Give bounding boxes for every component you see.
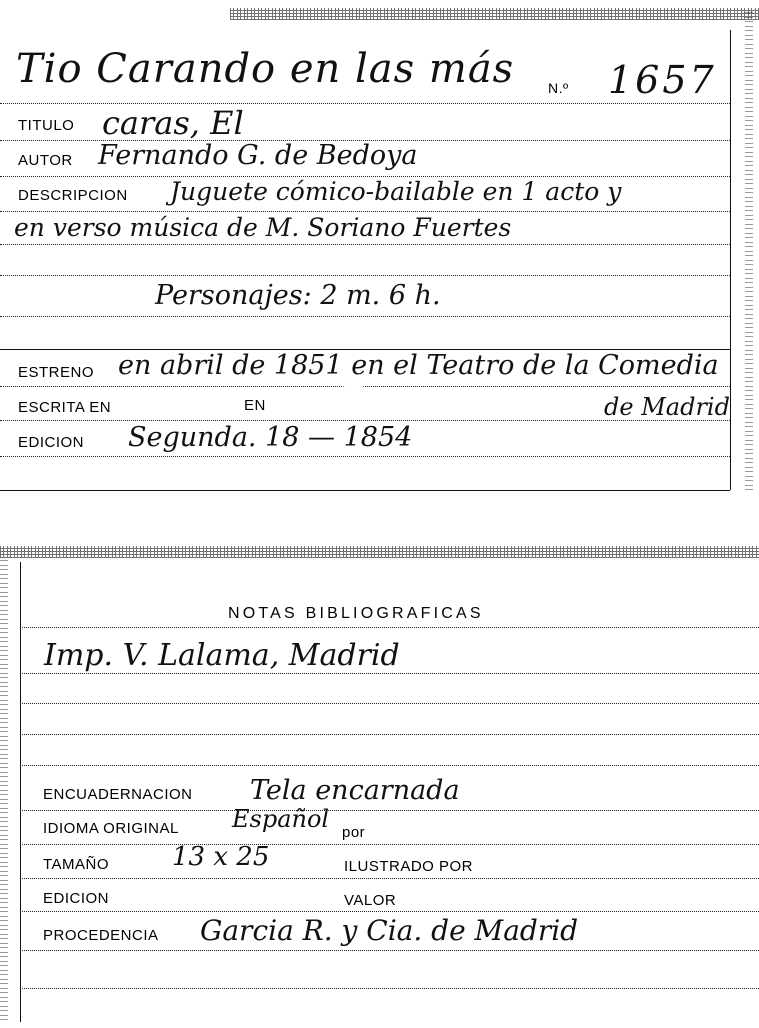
notas-value: Imp. V. Lalama, Madrid [44,638,400,673]
notas-heading: NOTAS BIBLIOGRAFICAS [228,605,484,622]
rule-personajes [0,316,730,317]
ilustrado-label: ILUSTRADO POR [344,858,474,875]
descripcion-line2: en verso música de M. Soriano Fuertes [14,213,512,242]
por-label: por [342,824,366,841]
tamano-value: 13 x 25 [172,842,270,872]
estreno-value-2: de Madrid [604,393,730,421]
encuadernacion-label: ENCUADERNACION [43,786,193,803]
encuadernacion-value: Tela encarnada [250,775,460,806]
rule-procedencia [20,950,759,951]
procedencia-value: Garcia R. y Cia. de Madrid [200,914,579,947]
rule-notas-4 [20,765,759,766]
rule-notas-1 [20,673,759,674]
escrita-label: ESCRITA EN [18,399,112,416]
header-title: Tio Carando en las más [16,46,515,92]
rule-encuadernacion [20,810,759,811]
descripcion-line1: Juguete cómico-bailable en 1 acto y [170,177,622,206]
rule-descripcion-2 [0,244,730,245]
descripcion-label: DESCRIPCION [18,187,128,204]
number-label: N.º [548,80,569,96]
en-label: EN [244,397,266,414]
rule-notas-3 [20,734,759,735]
scan-edge-right [745,10,753,490]
procedencia-label: PROCEDENCIA [43,927,159,944]
idioma-value: Español [232,805,330,833]
tamano-label: TAMAÑO [43,856,110,873]
estreno-label: ESTRENO [18,364,95,381]
rule-tamano [20,878,759,879]
edicion-label-top: EDICION [18,434,85,451]
catalog-card-top [0,0,759,495]
scan-edge-top-2 [0,546,759,558]
autor-label: AUTOR [18,152,73,169]
rule-edicion-bottom [20,911,759,912]
scan-edge-left [0,560,8,1020]
scan-edge-top [230,8,759,20]
estreno-value: en abril de 1851 en el Teatro de la Comedia [118,350,719,381]
titulo-label: TITULO [18,117,75,134]
rule-escrita [0,420,730,421]
idioma-label: IDIOMA ORIGINAL [43,820,179,837]
rule-notas-2 [20,703,759,704]
card1-bottom-edge [0,490,730,491]
catalog-card-bottom [0,540,759,1028]
rule-bottom [20,988,759,989]
autor-value: Fernando G. de Bedoya [98,140,418,171]
titulo-value: caras, El [102,104,244,142]
rule-blank [0,275,730,276]
valor-label: VALOR [344,892,397,909]
card-right-border [730,30,731,490]
rule-idioma [20,844,759,845]
rule-edicion [0,456,730,457]
rule-notas-head [20,627,759,628]
edicion-value-top: Segunda. 18 — 1854 [128,422,413,453]
edicion-label-bottom: EDICION [43,890,110,907]
number-value: 1657 [608,58,717,102]
rule-descripcion [0,211,730,212]
card-left-border [20,562,21,1022]
personajes-value: Personajes: 2 m. 6 h. [155,280,441,311]
